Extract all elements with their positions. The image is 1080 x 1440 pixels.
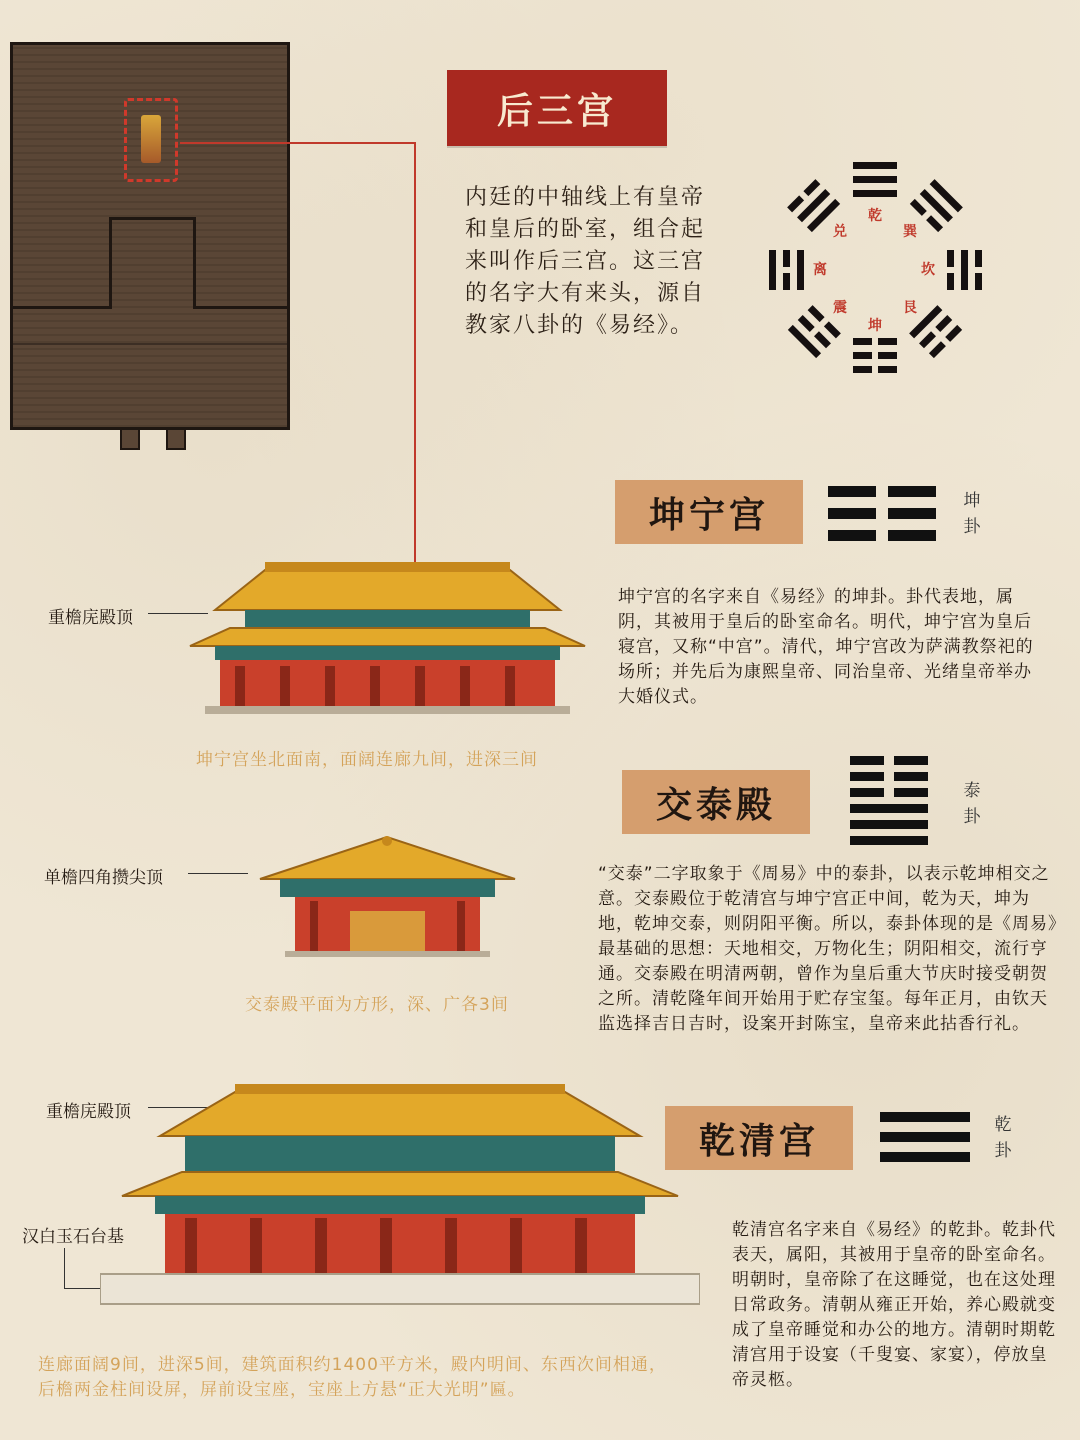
roof-type-label: 重檐庑殿顶	[46, 1102, 131, 1122]
tai-trigram-label: 泰 卦	[963, 781, 981, 827]
gate-mark	[120, 428, 140, 450]
jiaotai-hall-illustration	[255, 833, 520, 958]
bagua-name: 巽	[903, 224, 917, 240]
bagua-diagram	[760, 150, 990, 390]
connector-line	[180, 142, 416, 144]
hou-san-gong-marker	[124, 98, 178, 182]
bagua-name: 坤	[868, 318, 882, 334]
jiaotai-description: “交泰”二字取象于《周易》中的泰卦，以表示乾坤相交之意。交泰殿位于乾清宫与坤宁宫正中间，乾为天，坤为地，乾坤交泰，则阴阳平衡。所以，泰卦体现的是《周易》最基础的思想：天地相交，万物化生；阴阳相交，流行亨通。交泰殿在明清两朝，曾作为皇后重大节庆时接受朝贺之所。清乾隆年间开始用于贮存宝玺。每年正月，由钦天监选择吉日吉时，设案开封陈宝，皇帝来此拈香行礼。	[598, 864, 1058, 1034]
gate-mark	[166, 428, 186, 450]
kunning-palace-illustration	[185, 548, 590, 718]
qian-trigram-label: 乾 卦	[994, 1115, 1012, 1161]
leader-line	[64, 1248, 65, 1288]
bagua-name: 艮	[903, 300, 917, 316]
bagua-name: 坎	[921, 262, 935, 278]
qianqing-description: 乾清宫名字来自《易经》的乾卦。乾卦代表天，属阳，其被用于皇帝的卧室命名。明朝时，皇帝除了在这睡觉，也在这处理日常政务。清朝从雍正开始，养心殿就变成了皇帝睡觉和办公的地方。清朝时期乾清宫用于设宴（千叟宴、家宴），停放皇帝灵柩。	[732, 1220, 1056, 1390]
leader-line	[64, 1288, 104, 1289]
base-type-label: 汉白玉石台基	[22, 1227, 124, 1247]
qianqing-caption: 后檐两金柱间设屏，屏前设宝座，宝座上方悬“正大光明”匾。	[38, 1380, 526, 1400]
bagua-name: 离	[813, 262, 827, 278]
roof-type-label: 单檐四角攒尖顶	[44, 868, 163, 888]
qianqing-palace-illustration	[100, 1068, 700, 1306]
kun-trigram-label: 坤 卦	[963, 491, 981, 537]
roof-type-label: 重檐庑殿顶	[48, 608, 133, 628]
jiaotai-caption: 交泰殿平面为方形，深、广各3间	[245, 995, 509, 1015]
kun-trigram-icon	[828, 486, 938, 542]
tai-trigram-icon	[850, 756, 928, 846]
jiaotai-title: 交泰殿	[622, 770, 810, 834]
bagua-name: 乾	[868, 208, 882, 224]
kunning-caption: 坤宁宫坐北面南，面阔连廊九间，进深三间	[196, 750, 538, 770]
intro-text: 内廷的中轴线上有皇帝和皇后的卧室，组合起来叫作后三宫。这三宫的名字大有来头，源自教家八卦的《易经》。	[465, 185, 706, 338]
bagua-name: 兑	[833, 224, 847, 240]
bagua-name: 震	[833, 300, 847, 316]
qian-trigram-icon	[880, 1112, 970, 1162]
leader-line	[188, 873, 248, 874]
qianqing-title: 乾清宫	[665, 1106, 853, 1170]
connector-line	[414, 142, 416, 582]
kunning-title: 坤宁宫	[615, 480, 803, 544]
qianqing-caption: 连廊面阔9间，进深5间，建筑面积约1400平方米，殿内明间、东西次间相通，	[38, 1355, 667, 1375]
page-title: 后三宫	[447, 70, 667, 146]
kunning-description: 坤宁宫的名字来自《易经》的坤卦。卦代表地，属阴，其被用于皇后的卧室命名。明代，坤宁宫为皇后寝宫，又称“中宫”。清代，坤宁宫改为萨满教祭祀的场所；并先后为康熙皇帝、同治皇帝、光绪皇帝举办大婚仪式。	[618, 587, 1034, 707]
